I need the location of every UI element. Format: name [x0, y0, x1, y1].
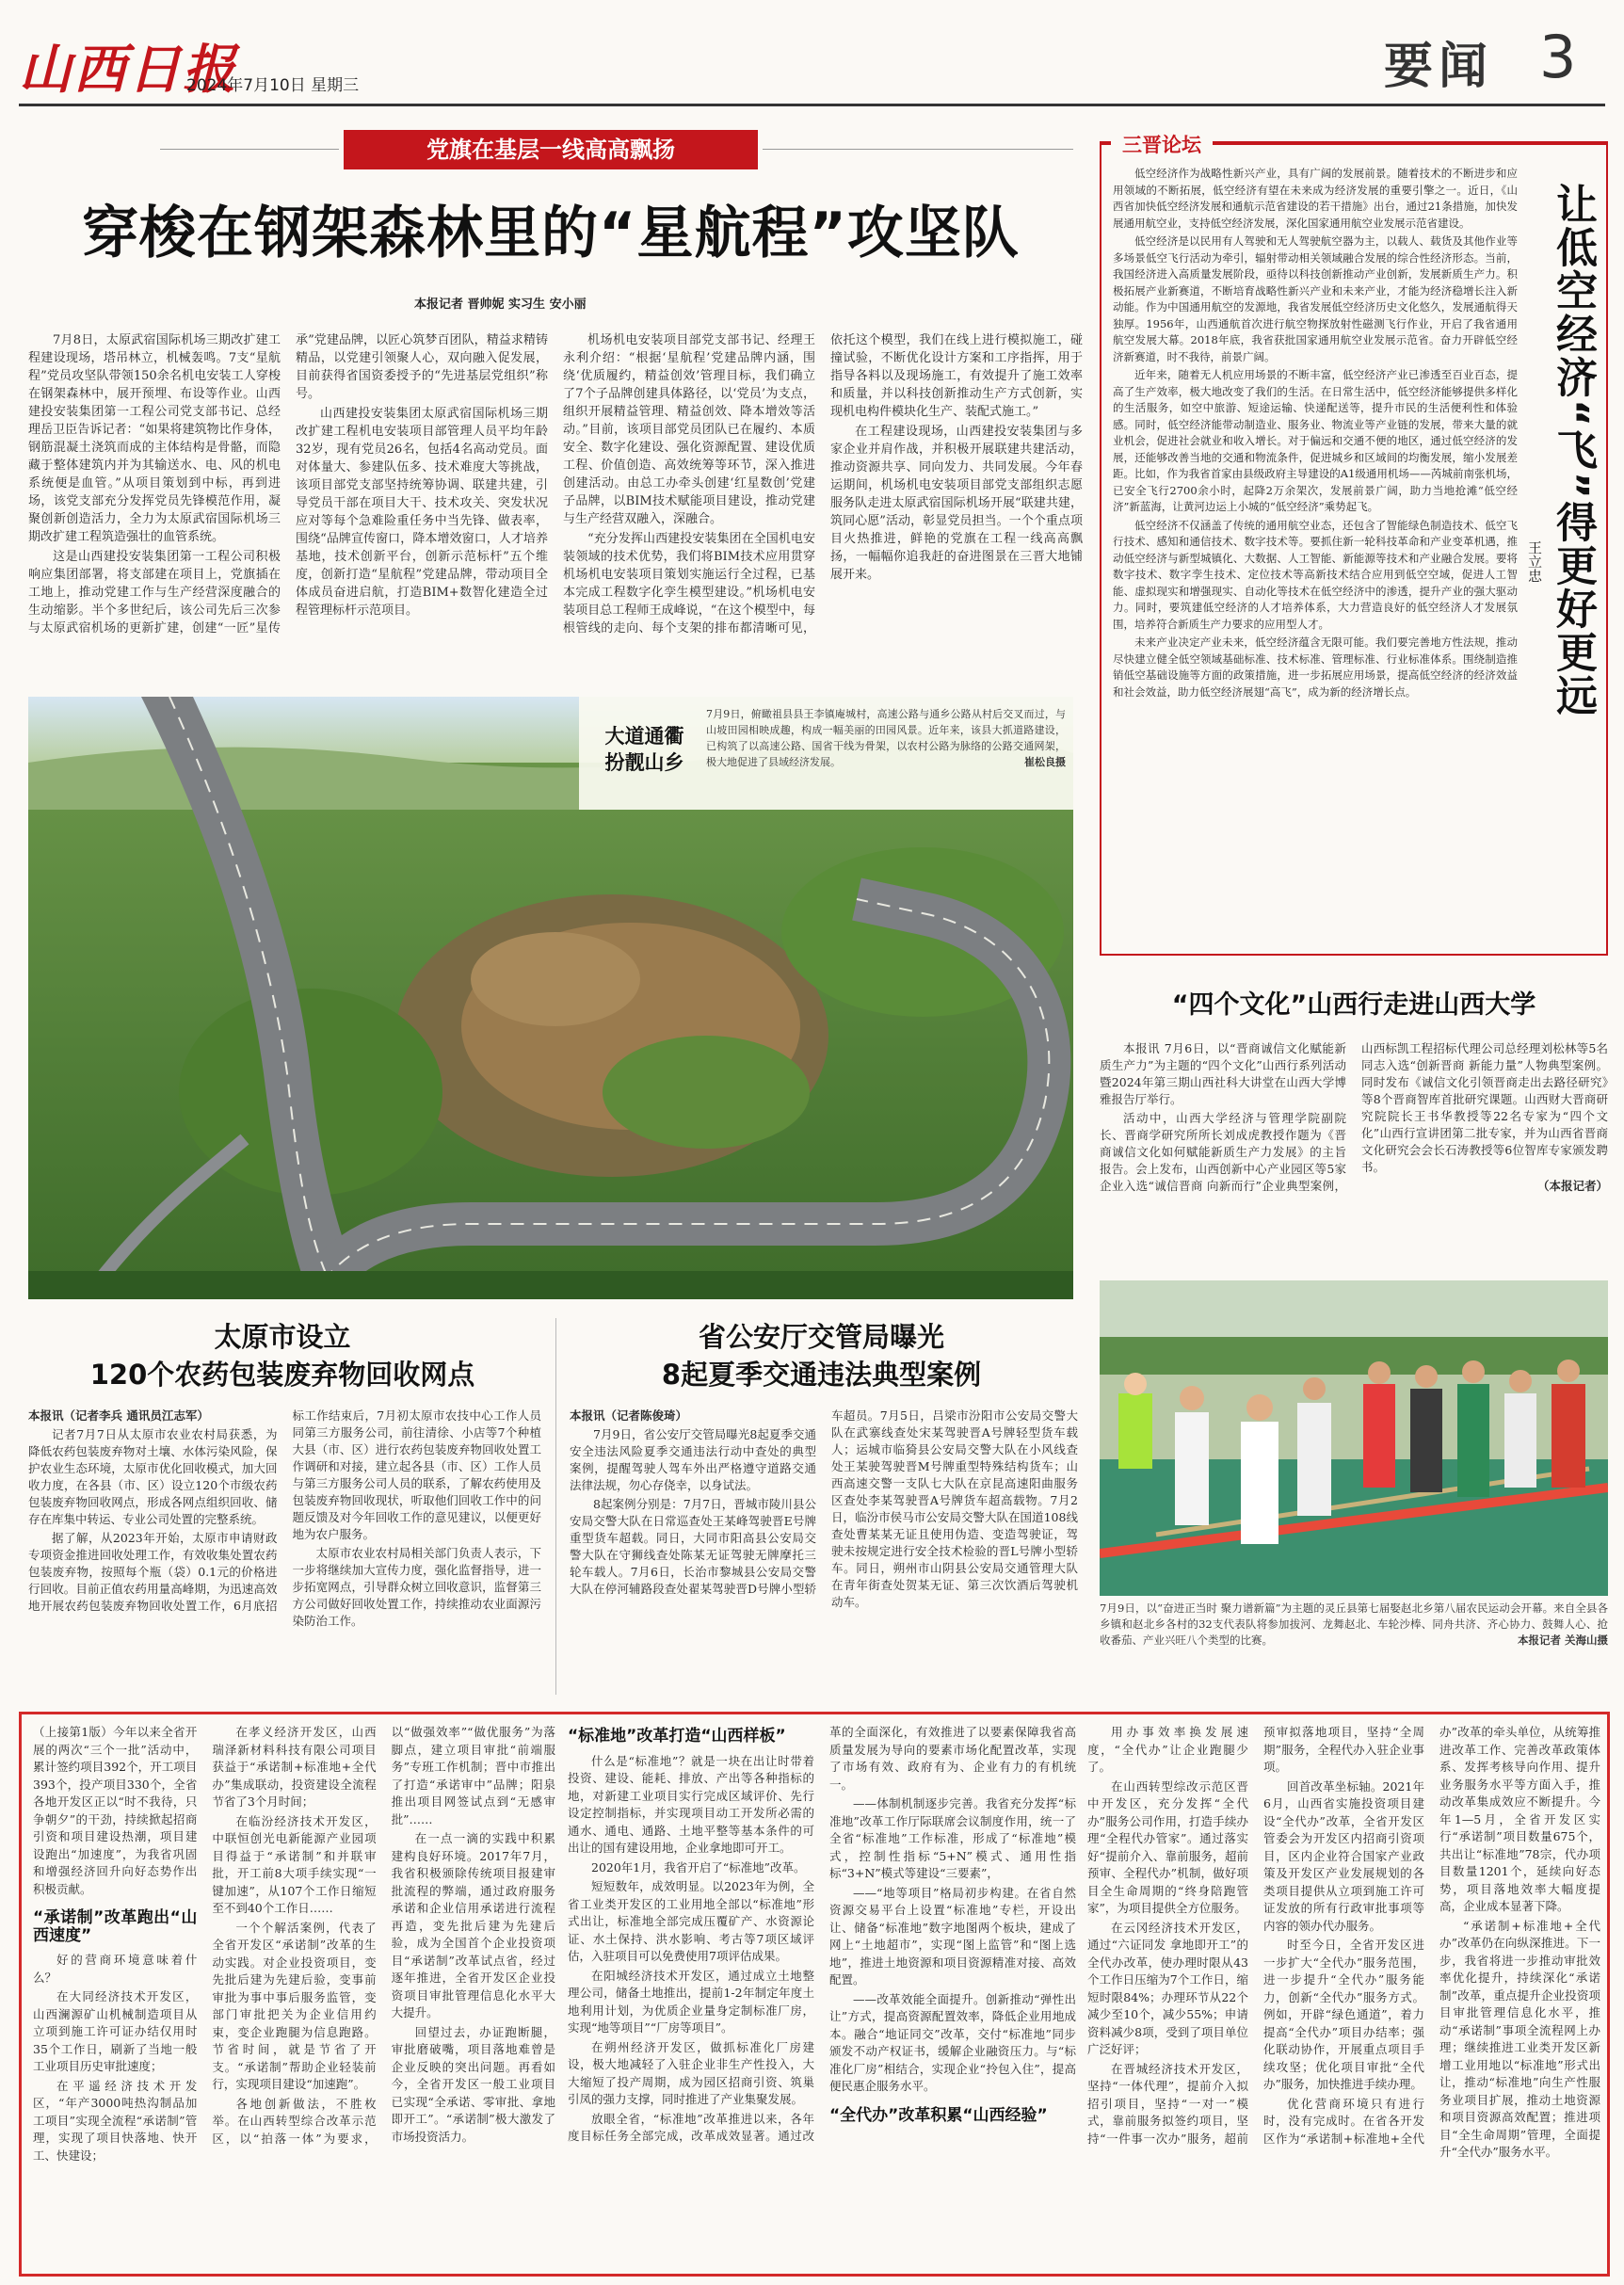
pesticide-headline: [28, 1318, 537, 1393]
s2-paragraph: 在阳城经济技术开发区，通过成立土地整理公司，储备土地推出，提前1-2年制定年度土地利用计划，为优质企业量身定制标准厂房，实现“地等项目”“厂房等项目”。: [568, 1968, 814, 2035]
banner-label: [344, 130, 758, 169]
continued-intro: （上接第1版）今年以来全省开展的两次“三个一批”活动中，累计签约项目392个，开工项目393个，投产项目330个，全省各地开发区正以“时不我待，只争朝夕”的干劲，持续掀起招商引资和项目建设热潮，项目建设跑出“加速度”，为我省巩固和增强经济回升向好态势作出积极贡献。: [33, 1725, 198, 1896]
culture-paragraph: 本报讯 7月6日，以“晋商诚信文化赋能新质生产力”为主题的“四个文化”山西行系列活动暨2024年第三期山西社科大讲堂在山西大学博雅报告厅举行。: [1100, 1041, 1346, 1106]
forum-paragraph: 未来产业决定产业未来，低空经济蕴含无限可能。我们要完善地方性法规，推动尽快建立健全低空领域基础标准、技术标准、管理标准、行业标准体系。围绕制造推销低空基础设施等方面的政策措施，进一步拓展应用场景，提高低空经济的经济效益和社会效益，助力低空经济展翅“高飞”，成为新的经济增长点。: [1113, 636, 1518, 699]
forum-author: 王立忠: [1526, 540, 1543, 583]
forum-box: [1100, 134, 1608, 956]
photo-title-line1: 大道通衢: [604, 725, 684, 748]
lead-headline: 穿梭在钢架森林里的“星航程”攻坚队: [82, 201, 1020, 266]
s1-paragraph: 回望过去，办证跑断腿，审批磨破嘴，项目落地难曾是企业反映的突出问题。再看如今，全省开发区一般工业项目已实现“全承诺、零审批、拿地即开工”。“承诺制”极大激发了市场投资活力。: [391, 2024, 555, 2144]
pesticide-byline: 本报讯（记者李兵 通讯员江志军）: [28, 1408, 209, 1423]
traffic-body: [570, 1408, 1078, 1699]
forum-paragraph: 低空经济作为战略性新兴产业，具有广阔的发展前景。随着技术的不断进步和应用领域的不断拓展，低空经济有望在未来成为经济发展的重要引擎之一。近日，《山西省加快低空经济发展和通航示范省建设的若干措施》出台，通过21条措施，加快发展通用航空业，支持低空经济发展，深化国家通用航空业发展示范省建设。: [1113, 167, 1518, 230]
s1-paragraph: 一个个解活案例，代表了全省开发区“承诺制”改革的生动实践。对企业投资项目，变先批后建为先建后验，变事前审批为事中事后服务监管，变部门审批把关为企业信用约束，变企业跑腿为信息跑路。节省时间，就是节省了开支。“承诺制”帮助企业轻装前行，实现项目建设“加速跑”。: [212, 1920, 377, 2091]
s3-paragraph: 回首改革坐标轴。2021年6月，山西省实施投资项目建设“全代办”改革，全省开发区管委会为开发区内招商引资项目，区内企业符合国家产业政策及开发区产业发展规划的各类项目提供从立项到施工许可证发放的所有行政审批事项等内容的领办代办服务。: [1263, 1778, 1424, 1933]
s1-paragraph: 在孝义经济开发区，山西瑞泽新材料科技有限公司项目获益于“承诺制+标准地+全代办”集成联动，投资建设全流程节省了3个月时间；: [212, 1725, 377, 1809]
photo-caption-box: [579, 697, 1073, 810]
masthead-rule: [19, 104, 1605, 106]
s2-paragraph: ——改革效能全面提升。创新推动“弹性出让”方式，提高资源配置效率，降低企业用地成本。融合“地证同交”改革，交付“标准地”同步颁发不动产权证书，缓解企业融资压力。与“标准化厂房”相结合，实现企业“拎包入住”，提高便民惠企服务水平。: [829, 1991, 1076, 2093]
lead-paragraph: 这是山西建投安装集团第一工程公司积极响应集团部署，将支部建在项目上，党旗插在工地上，推动党建工作与生产经营深度融合的生动缩影。半个多世纪后，该公司先后三次参与太原武宿机场的更新扩建，创建“一匠”星传承”党建品牌，以匠心筑梦百团队，精益求精铸精品，以党建引领聚人心，双向融入促发展，目前获得省国资委授予的“先进基层党组织”称号。: [28, 333, 548, 636]
lead-byline: 本报记者 晋帅妮 实习生 安小丽: [414, 298, 587, 312]
pesticide-headline-line1: 太原市设立: [214, 1321, 351, 1353]
photo-caption-text: [706, 706, 1066, 770]
section2-title: “标准地”改革打造“山西样板”: [568, 1727, 786, 1746]
s3-paragraph: 优化营商环境只有进行时，没有完成时。在省各开发区作为“承诺制+标准地+全代办”改革的牵头单位，从统筹推进改革工作、完善改革政策体系、发挥考核导向作用、提升业务服务水平等方面入手，推动改革集成效应不断提升。今年1—5月，全省开发区实行“承诺制”项目数量675个，共出让“标准地”78宗，代办项目数量1201个，延续向好态势，项目落地效率大幅度提高，企业成本显著下降。: [1263, 1725, 1600, 2146]
masthead: [0, 0, 1624, 122]
s3-paragraph: 用办事效率换发展速度，“全代办”让企业跑腿少了。: [1087, 1725, 1248, 1774]
forum-paragraph: 近年来，随着无人机应用场景的不断丰富，低空经济产业已渗透至百业百态，提高了生产效率，极大地改变了我们的生活。在日常生活中，低空经济能够提供多样化的生活服务，如空中旅游、短途运输、快递配送等，提升市民的生活便利性和体验感。同时，低空经济能带动制造业、服务业、物流业等产业链的发展，带来大量的就业机会，促进社会就业和收入增长。对于偏远和交通不便的地区，通过低空经济的发展，还能够改善当地的交通和物流条件，促进城乡和区域间的均衡发展，缩小发展差距。比如，作为我省首家由县级政府主导建设的A1级通用机场——芮城前南张机场，已安全飞行2700余小时，起降2万余架次，发展前景广阔，助力当地抢滩“低空经济”新蓝海，让黄河边运上小城的“低空经济”乘势起飞。: [1113, 368, 1518, 513]
photo-title-line2: 扮靓山乡: [604, 751, 684, 774]
pesticide-paragraph: 太原市农业农村局相关部门负责人表示，下一步将继续加大宣传力度，强化监督指导，进一步拓宽网点，引导群众树立回收意识，监督第三方公司做好回收处置工作，持续推动农业面源污染防治工作。: [292, 1546, 541, 1628]
s2-paragraph: 短短数年，成效明显。以2023年为例，全省工业类开发区的工业用地全部以“标准地”形式出让，标准地全部完成压覆矿产、水资源论证、水土保持、洪水影响、考古等7项区域评估，入驻项目可以免费使用7项评估成果。: [568, 1879, 814, 1963]
lead-paragraph: 山西建投安装集团太原武宿国际机场三期改扩建工程机电安装项目部管理人员平均年龄32岁，现有党员26名，包括4名高动党员。面对体量大、参建队伍多、技术难度大等挑战，该项目部党支部坚持统筹协调、联建共建，引导党员干部在项目大干、技术攻关、突发状况应对等每个急难险重任务中当先锋、做表率，围绕“品牌宣传窗口，降本增效窗口，人才培养基地，技术创新平台，创新示范标杆”五个维度，创新打造“星航程”党建品牌，带动项目全体成员奋进启航，打造BIM+数智化建造全过程管理标杆示范项目。: [296, 407, 548, 618]
photo-credit: 崔松良摄: [1024, 756, 1066, 768]
s2-paragraph: 在朔州经济开发区，做抓标准化厂房建设，极大地减轻了入驻企业非生产性投入，大大缩短了投产周期，成为园区招商引资、筑巢引凤的强力支撑，同时推进了产业集聚发展。: [568, 2039, 814, 2106]
forum-body: [1113, 166, 1518, 947]
photo-caption-title: [590, 723, 699, 776]
tug-of-war-image: [1100, 1280, 1608, 1596]
column-divider: [555, 1318, 556, 1695]
s3-paragraph: 时至今日，全省开发区进一步扩大“全代办”服务范围，进一步提升“全代办”服务能力，创新“全代办”服务方式。例如，开辟“绿色通道”，着力提高“全代办”项目办结率；强化联动协作，开展重点项目手续攻坚；优化项目审批“全代办”服务，加快推进手续办理。: [1263, 1938, 1424, 2091]
forum-column-label: 三晋论坛: [1111, 126, 1213, 162]
lead-paragraph: 7月8日，太原武宿国际机场三期改扩建工程建设现场，塔吊林立，机械轰鸣。7支“星航程”党员攻坚队带领150余名机电安装工人穿梭在钢架森林中，展开预埋、布设等作业。山西建投安装集团第一工程公司党支部书记、总经理岳卫臣告诉记者：“如果将建筑物比作身体，钢筋混凝土浇筑而成的主体结构是骨骼，而隐藏于整体建筑内并为其输送水、电、风的机电系统便是血管。”从项目策划到中标，再到进场，该党支部充分发挥党员先锋模范作用，凝聚创新创造活力，全力为太原武宿国际机场三期改扩建工程筑造强壮的血管系统。: [28, 333, 281, 544]
traffic-paragraph: 7月9日，省公安厅交管局曝光8起夏季交通安全违法风险夏季交通违法行动中查处的典型案例，提醒驾驶人驾车外出严格遵守道路交通法律法规，勿心存侥幸，以身试法。: [570, 1427, 816, 1492]
banner-text: 党旗在基层一线高高飘扬: [426, 137, 675, 163]
tug-caption-text: 7月9日，以“奋进正当时 聚力谱新篇”为主题的灵丘县第七届娶赵北乡第八届农民运动会开幕。来自全县各乡镇和赵北乡各村的32支代表队将参加拔河、龙舞赵北、车轮沙棒、同舟共济、齐心协力、鼓舞人心、抢收番茄、产业兴旺八个类型的比赛。: [1100, 1601, 1608, 1647]
banner-rule-left: [160, 149, 339, 150]
s1-paragraph: 在临汾经济技术开发区，中联恒创光电新能源产业园项目得益于“承诺制”和并联审批，开工前8大项手续实现“一键加速”，从107个工作日缩短至不到40个工作日……: [212, 1813, 377, 1915]
newspaper-logo: 山西日报: [19, 39, 237, 101]
s3-paragraph: 在云冈经济技术开发区，通过“六证同发 拿地即开工”的全代办改革，使办理时限从43个工作日压缩为7个工作日，缩短时限84%；办理环节从22个减少至10个，减少55%；申请资料减少8项，受到了项目单位广泛好评；: [1087, 1920, 1248, 2056]
s1-paragraph: 在大同经济技术开发区，山西澜源矿山机械制造项目从立项到施工许可证办结仅用时35个工作日，刷新了当地一般工业项目历史审批速度；: [33, 1989, 198, 2073]
traffic-headline: [565, 1318, 1078, 1393]
traffic-paragraph: 8起案例分别是：7月7日，晋城市陵川县公安局交警大队在日常巡查处王某峰驾驶晋E号牌重型货车超载。同日，大同市阳高县公安局交警大队在守狮线查处陈某无证驾驶无牌摩托三轮车载人。7月6日，长治市黎城县公安局交警大队在停河辅路段查处翟某驾驶晋D号牌小型轿车超员。7月5日，吕梁市汾阳市公安局交警大队在武寨线查处宋某驾驶晋A号牌轻型货车载人；运城市临猗县公安局交警大队在小风线查处王某驶驾驶晋M号牌重型特殊结构货车；山西高速交警一支队七大队在京昆高速阳曲服务区查处李某驾驶晋A号牌货车超高载物。7月2日，临汾市侯马市公安局交警大队在国道108线查处曹某某无证且使用伪造、变造驾驶证，驾驶未按规定进行安全技术检验的晋L号牌小型轿车。同日，朔州市山阴县公安局交通管理大队在青年街查处贺某无证、第三次饮酒后驾驶机动车。: [570, 1408, 1078, 1609]
culture-body: [1100, 1040, 1608, 1276]
pesticide-paragraph: 记者7月7日从太原市农业农村局获悉，为降低农药包装废弃物对土壤、水体污染风险，保护农业生态环境，太原市优化回收模式，加大回收力度，在各县（市、区）设立120个市级农药包装废弃物回收网点，形成各网点组织回收、储存在库集中转运、专业公司处置的完整系统。: [28, 1427, 278, 1526]
photo-caption-body: 7月9日，俯瞰祖县县王李镇庵城村，高速公路与通乡公路从村后交叉而过，与山坡田园相映成趣，构成一幅美丽的田园风景。近年来，该县大抓道路建设，已构筑了以高速公路、国省干线为骨架，以农村公路为脉络的公路交通网架，极大地促进了县域经济发展。: [706, 708, 1066, 768]
pesticide-paragraph: 据了解，从2023年开始，太原市申请财政专项资金推进回收处理工作，有效收集处置农药包装废弃物，按照每个瓶（袋）0.1元的价格进行回收。目前正值农药用量高峰期，为迅速高效地开展农药包装废弃物回收处置工作，6月底招标工作结束后，7月初太原市农技中心工作人员同第三方服务公司，前往清徐、小店等7个种植大县（市、区）进行农药包装废弃物回收处置工作调研和对接，建立起各县（市、区）工作人员与第三方服务公司人员的联系，了解农药使用及包装废弃物回收现状，听取他们回收工作中的问题反馈及对今年回收工作的意见建议，以便更好地为农户服务。: [28, 1408, 541, 1613]
s1-paragraph: 好的营商环境意味着什么？: [33, 1953, 198, 1985]
continued-section: [19, 1712, 1610, 2277]
s3-paragraph: 在山西转型综改示范区晋中开发区，充分发挥“全代办”服务公司作用，打造手续办理“全程代办管家”。通过落实好“提前介入、靠前服务，超前预审、全程代办”机制，做好项目全生命周期的“终身陪跑管家”，为项目提供全方位服务。: [1087, 1778, 1248, 1915]
page-number: 3: [1539, 23, 1577, 91]
banner-rule-right: [763, 149, 1073, 150]
lead-paragraph: 机场机电安装项目部党支部书记、经理王永利介绍：“根据‘星航程’党建品牌内涵，围绕‘优质履约，精益创效’管理目标，我们确立了7个子品牌创建具体路径，以‘党员’为支点，组织开展精益管理、精益创效、降本增效等活动。”目前，该项目部党员团队已在履约、本质安全、数字化建设、强化资源配置、建设优质工程、价值创造、高效统筹等环节，深入推进创建活动。由总工办牵头创建‘红星数创’党建子品牌，以BIM技术赋能项目建设，推动党建与生产经营双融入，深融合。: [563, 333, 815, 526]
forum-paragraph: 低空经济不仅涵盖了传统的通用航空业态，还包含了智能绿色制造技术、低空飞行技术、感知和通信技术、数字技术等。要抓住新一轮科技革命和产业变革机遇，推动低空经济与新型城镇化、大数据、人工智能、新能源等技术和产业融合发展。要将数字技术、数字孪生技术、定位技术等高新技术结合应用到低空空域，促进人工智能、虚拟现实和增强现实、自动化等技术在低空经济中的渗透，提升产业的强大驱动力。同时，要筑建低空经济的人才培养体系，大力营造良好的低空经济人才发展氛围，培养符合新质生产力要求的应用型人才。: [1113, 518, 1518, 631]
culture-paragraph: 活动中，山西大学经济与管理学院副院长、晋商学研究所所长刘成虎教授作题为《晋商诚信文化如何赋能新质生产力发展》的主旨报告。会上发布，山西创新中心产业园区等5家企业入选“诚信晋商 向新而行”企业典型案例，山西标凯工程招标代理公司总经理刘松林等5名同志入选“创新晋商 新能力量”人物典型案例。同时发布《诚信文化引领晋商走出去路径研究》等8个晋商智库首批研究课题。山西财大晋商研究院院长王书华教授等22名专家为“四个文化”山西行宣讲团第二批专家，并为山西省晋商文化研究会会长石涛教授等6位智库专家颁发聘书。: [1100, 1041, 1608, 1193]
s2-paragraph: 2020年1月，我省开启了“标准地”改革。: [591, 1859, 806, 1875]
s3-paragraph: 在晋城经济技术开发区，坚持“一体代理”，提前介入拟招引项目，坚持“一对一”模式，靠前服务拟签约项目，坚持“一件事一次办”服务，超前预审拟落地项目，坚持“全周期”服务，全程代办入驻企业事项。: [1087, 1725, 1424, 2146]
pesticide-headline-line2: 120个农药包装废弃物回收网点: [89, 1359, 475, 1391]
s1-paragraph: 在平遥经济技术开发区，“年产3000吨热沟制品加工项目”实现全流程“承诺制”管理，实现了项目快落地、快开工、快建设；: [33, 2078, 198, 2163]
continued-col-group-2: [568, 1724, 1076, 2270]
s2-paragraph: 什么是“标准地”？就是一块在出让时带着投资、建设、能耗、排放、产出等各种指标的地，对新建工业项目实行完成区域评价、先行设定控制指标，并实现项目动工开发所必需的通水、通电、通路、土地平整等基本条件的可出让的国有建设用地，企业拿地即可开工。: [568, 1753, 814, 1855]
pesticide-body: [28, 1408, 541, 1699]
s2-paragraph: ——体制机制逐步完善。我省充分发挥“标准地”改革工作厅际联席会议制度作用，统一了全省“标准地”工作标准，形成了“标准地”模式，控制性指标“5+N”模式、通用性指标“3+N”模式等建设“三要素”，: [829, 1796, 1076, 1880]
tug-photo-credit: 本报记者 关海山摄: [1517, 1633, 1608, 1647]
tug-of-war-photo: [1100, 1280, 1608, 1596]
lead-paragraph: 在工程建设现场，山西建投安装集团与多家企业并肩作战，并积极开展联建共建活动，推动资源共享、同向发力、共同发展。今年春运期间，机场机电安装项目部党支部组织志愿服务队走进太原武宿国际机场开展“联建共建，筑同心愿”活动，彰显党员担当。一个个重点项目火热推进，鲜艳的党旗在工程一线高高飘扬，一幅幅你追我赶的奋进图景在三晋大地铺展开来。: [830, 425, 1083, 582]
section1-title: “承诺制”改革跑出“山西速度”: [33, 1908, 198, 1945]
s2-paragraph: 放眼全省，“标准地”改革推进以来，各年度目标任务全部完成，改革成效显著。通过改革的全面深化，有效推进了以要素保障我省高质量发展为导向的要素市场化配置改革，实现了市场有效、政府有为、企业有力的有机统一。: [568, 1725, 1076, 2143]
culture-credit: （本报记者）: [1536, 1179, 1608, 1193]
s1-paragraph: 在一点一滴的实践中积累建构良好环境。2017年7月，我省积极颁除传统项目报建审批流程的弊端，通过政府服务承诺和企业信用承诺进行流程再造，变先批后建为先建后验，成为全国首个企业投资项目“承诺制”改革试点省，经过逐年推进，全省开发区企业投资项目审批管理信息化水平大大提升。: [391, 1831, 555, 2019]
lead-body: [28, 331, 1083, 684]
continued-col-group-1: [33, 1724, 555, 2270]
forum-paragraph: 低空经济是以民用有人驾驶和无人驾驶航空器为主，以载人、载货及其他作业等多场景低空飞行活动为牵引，辐射带动相关领域融合发展的综合性经济形态。当前，我国经济进入高质量发展阶段，亟待以科技创新推动产业创新，发展新质生产力。积极拓展产业新赛道，不断培育战略性新兴产业和未来产业，才能为经济稳增长注入新动能。作为中国通用航空的发源地，我省发展低空经济历史文化悠久，发展通航得天独厚。1956年，山西通航首次进行航空物探放射性磁测飞行作业，开启了我省通用航空发展大幕。2018年底，我省获批国家通用航空业发展示范省。奋力开辟低空经济新赛道，时不我待，前景广阔。: [1113, 234, 1518, 363]
s1-paragraph: 各地创新做法，不胜枚举。在山西转型综合改革示范区，以“拍落一体”为要求，以“做强效率”“做优服务”为落脚点，建立项目审批“前端服务”专班工作机制；晋中市推出了打造“承诺审中”品牌；阳泉推出项目网签试点到“无感审批”……: [212, 1725, 555, 2146]
lead-paragraph: “充分发挥山西建投安装集团在全国机电安装领域的技术优势，我们将BIM技术应用贯穿机场机电安装项目策划实施运行全过程，已基本完成工程数字化孪生模型建设。”机场机电安装项目总工程师王成峰说，“在这个模型中，每根管线的走向、每个支架的排布都清晰可见，依托这个模型，我们在线上进行模拟施工，碰撞试验，不断优化设计方案和工序指挥，用于指导各料以及现场施工，有效提升了施工效率和质量，并以科技创新推动生产方式创新，实现机电构件模块化生产、装配式施工。”: [563, 333, 1083, 636]
continued-col-group-3: [1087, 1724, 1600, 2270]
s3-paragraph: “承诺制+标准地+全代办”改革仍在向纵深推进。下一步，我省将进一步推动审批效率优化提升，持续深化“承诺制”改革，重点提升企业投资项目审批管理信息化水平，推动“承诺制”事项全流程网上办理；继续推进工业类开发区新增工业用地以“标准地”形式出让，推动“标准地”向生产性服务业项目扩展，推动土地资源和项目资源高效配置；推进项目“全生命周期”管理，全面提升“全代办”服务水平。: [1439, 1918, 1600, 2159]
section3-title: “全代办”改革积累“山西经验”: [829, 2105, 1048, 2125]
traffic-headline-line1: 省公安厅交管局曝光: [698, 1321, 944, 1353]
highway-photo: [28, 697, 1073, 1299]
issue-date: 2024年7月10日 星期三: [186, 76, 360, 95]
forum-headline: 让低空经济“飞”得更好更远: [1549, 183, 1597, 717]
culture-headline: “四个文化”山西行走进山西大学: [1171, 990, 1536, 1020]
s2-paragraph: ——“地等项目”格局初步构建。在省自然资源交易平台上设置“标准地”专栏，开设出让、储备“标准地”数字地图两个板块，建成了网上“土地超市”，实现“图上监管”和“图上选地”，推进土地资源和项目资源精准对接、高效配置。: [829, 1885, 1076, 1987]
traffic-byline: 本报讯（记者陈俊琦）: [570, 1408, 688, 1423]
traffic-headline-line2: 8起夏季交通违法典型案例: [661, 1359, 982, 1391]
tug-photo-caption: [1100, 1601, 1608, 1649]
section-name: 要闻: [1384, 39, 1494, 95]
